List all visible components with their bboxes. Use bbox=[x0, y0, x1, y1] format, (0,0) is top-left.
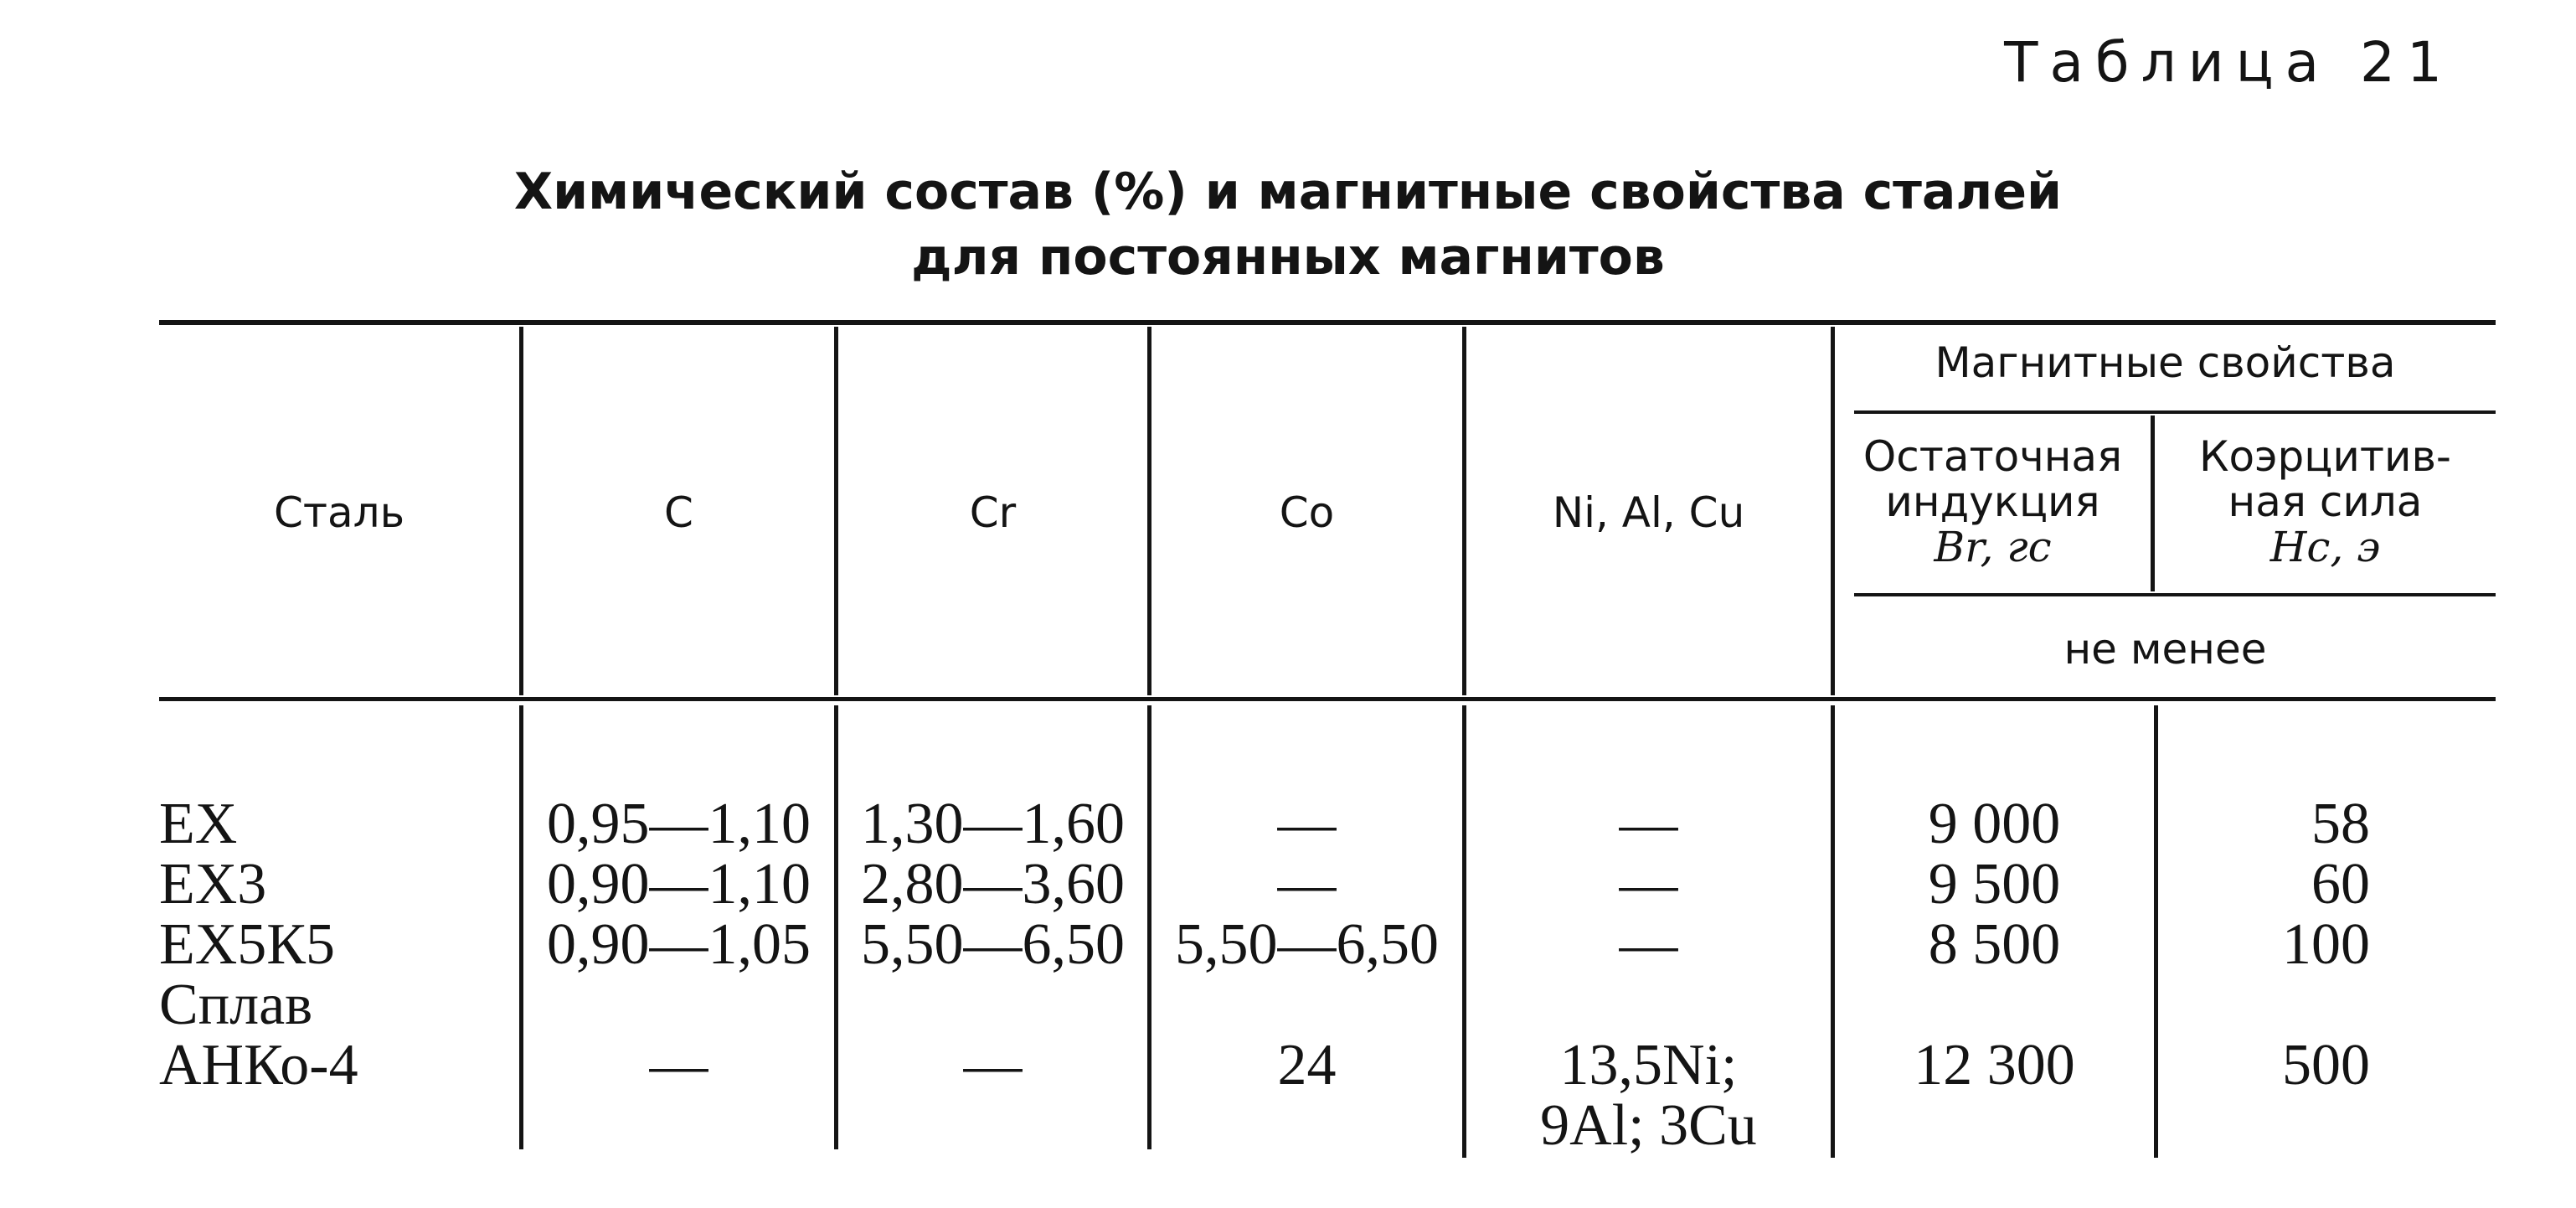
c-ex5k5: 0,90—1,05 bbox=[547, 912, 811, 977]
coercive-line-2: ная сила bbox=[2228, 478, 2423, 526]
co-ex5k5: 5,50—6,50 bbox=[1175, 912, 1439, 977]
co-ex3: — bbox=[1277, 852, 1337, 916]
remanence-line-2: индукция bbox=[1885, 478, 2100, 526]
steel-ex5k5: ЕХ5К5 bbox=[159, 912, 335, 977]
hc-ex5k5: 100 bbox=[2282, 912, 2370, 977]
steel-ex3: ЕХ3 bbox=[159, 852, 267, 916]
cr-ex3: 2,80—3,60 bbox=[861, 852, 1125, 916]
steel-alloy: Сплав bbox=[159, 973, 313, 1037]
c-ex: 0,95—1,10 bbox=[547, 792, 811, 856]
steel-ex: ЕХ bbox=[159, 792, 238, 856]
header-steel: Сталь bbox=[273, 488, 405, 537]
column-c bbox=[523, 794, 834, 1096]
column-co bbox=[1151, 794, 1462, 1096]
magnetic-rule bbox=[1854, 410, 2496, 414]
header-cr: Cr bbox=[969, 488, 1017, 537]
ni-ex3: — bbox=[1619, 852, 1678, 916]
top-rule bbox=[159, 320, 2496, 325]
c-anko4: — bbox=[649, 1033, 708, 1097]
header-c: C bbox=[664, 488, 693, 537]
br-ex: 9 000 bbox=[1928, 792, 2061, 856]
header-ni-al-cu: Ni, Al, Cu bbox=[1552, 488, 1745, 537]
hc-ex: 58 bbox=[2311, 792, 2370, 856]
co-ex: — bbox=[1277, 792, 1337, 856]
header-magnetic-properties: Магнитные свойства bbox=[1935, 338, 2396, 387]
hc-ex3: 60 bbox=[2311, 852, 2370, 916]
header-co: Co bbox=[1279, 488, 1335, 537]
column-cr bbox=[838, 794, 1147, 1096]
cr-ex: 1,30—1,60 bbox=[861, 792, 1125, 856]
hc-anko4: 500 bbox=[2282, 1033, 2370, 1097]
br-anko4: 12 300 bbox=[1914, 1033, 2075, 1097]
column-ni-al-cu bbox=[1466, 794, 1831, 1156]
ni-ex: — bbox=[1619, 792, 1678, 856]
remanence-line-1: Остаточная bbox=[1862, 432, 2123, 481]
c-ex3: 0,90—1,10 bbox=[547, 852, 811, 916]
header-min-note: не менее bbox=[2063, 625, 2267, 674]
column-remanence bbox=[1835, 794, 2154, 1096]
column-coercive bbox=[2158, 794, 2370, 1096]
header-remanence bbox=[1835, 434, 2151, 570]
header-bottom-rule bbox=[159, 697, 2496, 701]
coercive-line-1: Коэрцитив- bbox=[2199, 432, 2451, 481]
cr-anko4: — bbox=[963, 1033, 1023, 1097]
title-line-2: для постоянных магнитов bbox=[911, 228, 1665, 287]
ni-anko4-line-2: 9Al; 3Cu bbox=[1540, 1093, 1757, 1158]
cr-ex5k5: 5,50—6,50 bbox=[861, 912, 1125, 977]
units-rule bbox=[1854, 593, 2496, 596]
br-ex3: 9 500 bbox=[1928, 852, 2061, 916]
remanence-line-3: Br, гс bbox=[1934, 523, 2052, 571]
ni-ex5k5: — bbox=[1619, 912, 1678, 977]
table-number: Таблица 21 bbox=[2004, 30, 2454, 95]
co-anko4: 24 bbox=[1277, 1033, 1337, 1097]
column-steel bbox=[159, 794, 358, 1096]
coercive-line-3: Hc, э bbox=[2269, 523, 2381, 571]
table-title bbox=[0, 159, 2576, 290]
steel-anko4: АНКо-4 bbox=[159, 1033, 358, 1097]
title-line-1: Химический состав (%) и магнитные свойства сталей bbox=[513, 163, 2063, 221]
header-coercive bbox=[2155, 434, 2496, 570]
ni-anko4-line-1: 13,5Ni; bbox=[1559, 1033, 1738, 1097]
br-ex5k5: 8 500 bbox=[1928, 912, 2061, 977]
